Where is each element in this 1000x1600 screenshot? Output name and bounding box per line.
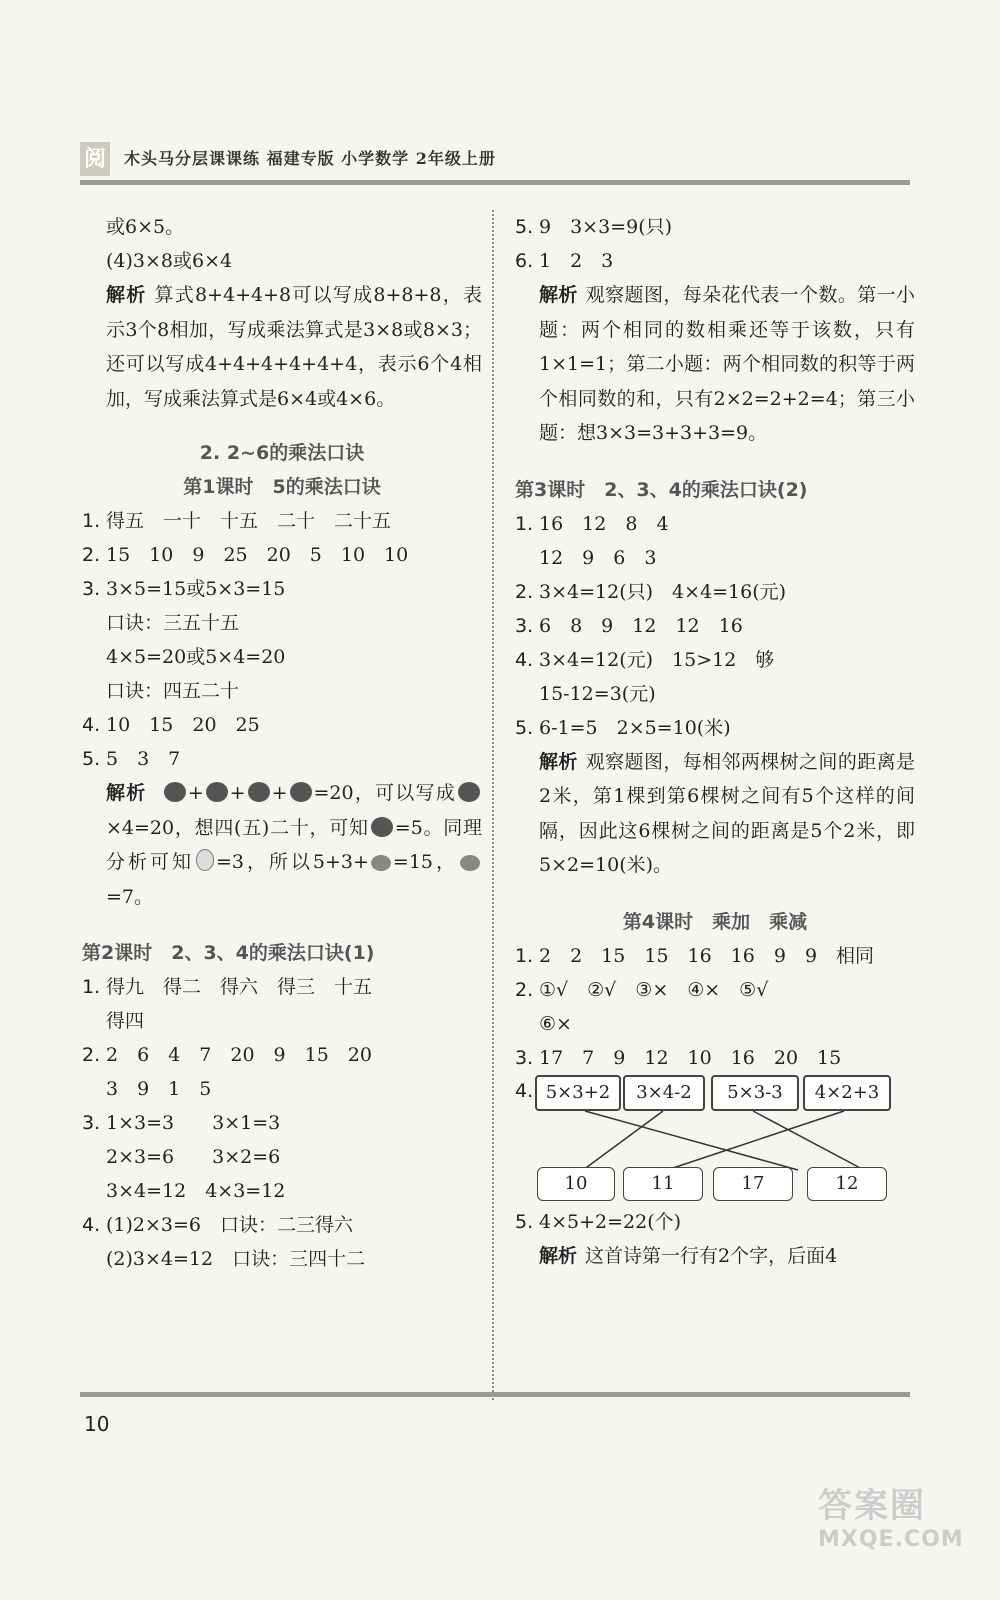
answer-line xyxy=(515,643,915,677)
explanation-label: 解析 xyxy=(106,284,147,306)
answer-text: 3×4=12(只) 4×4=16(元) xyxy=(539,580,787,603)
explanation xyxy=(515,1239,915,1274)
answer-number: 5. xyxy=(515,1210,534,1233)
answer-line xyxy=(82,1072,482,1106)
answer-number: 2. xyxy=(515,580,534,603)
lesson-title: 第3课时 2、3、4的乘法口诀(2) xyxy=(515,478,808,501)
answer-line xyxy=(515,1007,915,1041)
expression-box: 3×4-2 xyxy=(623,1075,705,1111)
explanation xyxy=(515,745,915,883)
apple-icon xyxy=(290,782,312,802)
answer-line xyxy=(515,210,915,244)
expression-box: 5×3-3 xyxy=(711,1075,799,1111)
expression-box: 5×3+2 xyxy=(535,1075,621,1111)
answer-number: 1. xyxy=(82,510,101,532)
answer-text: 4×5=20或5×4=20 xyxy=(106,646,286,668)
page-number: 10 xyxy=(84,1412,110,1436)
answer-number: 5. xyxy=(515,716,534,739)
explanation: 解析 + + + =20，可以写成×4=20，想四(五)二十，可知 =5。同理分析可知 =3，所以5+3+ =15，=7。 xyxy=(106,782,482,908)
left-column xyxy=(82,210,482,1276)
explanation-text: 这首诗第一行有2个字，后面4 xyxy=(585,1244,838,1267)
answer-line xyxy=(82,1106,482,1140)
answer-number: 2. xyxy=(82,1044,101,1066)
answer-line xyxy=(515,609,915,643)
answer-number: 3. xyxy=(515,1046,534,1069)
answer-text: 3×4=12(元) 15>12 够 xyxy=(539,648,775,671)
answer-line xyxy=(515,973,915,1007)
answer-number: 5. xyxy=(82,748,101,770)
explanation-text: 观察题图，每朵花代表一个数。第一小题：两个相同的数相乘还等于该数，只有1×1=1；第二小题：两个相同数的积等于两个相同数的和，只有2×2=2+2=4；第三小题：想3×3=3+3+3=9。 xyxy=(539,284,915,444)
answer-line xyxy=(82,1004,482,1038)
answer-number: 1. xyxy=(515,512,534,535)
spacer xyxy=(82,914,482,936)
answer-text: 2 6 4 7 20 9 15 20 xyxy=(106,1044,372,1066)
watermark-url: MXQE.COM xyxy=(818,1527,964,1552)
explanation-text: =3，所以5+3+ xyxy=(215,851,369,873)
text-line: (4)3×8或6×4 xyxy=(106,250,233,272)
spacer xyxy=(515,451,915,473)
explanation-label: 解析 xyxy=(539,750,578,773)
answer-text: 得四 xyxy=(106,1010,145,1032)
answer-box: 17 xyxy=(713,1167,793,1201)
apple-icon xyxy=(206,782,228,802)
answer-number: 4. xyxy=(82,1214,101,1236)
answer-text: 2×3=6 3×2=6 xyxy=(106,1146,281,1168)
answer-text: 9 3×3=9(只) xyxy=(539,216,673,238)
answer-text: 3 9 1 5 xyxy=(106,1078,212,1100)
explanation-label: 解析 xyxy=(539,1244,578,1267)
page-header xyxy=(80,140,910,188)
answer-text: ①√ ②√ ③× ④× ⑤√ xyxy=(539,978,769,1001)
answer-line xyxy=(82,538,482,572)
answer-line xyxy=(82,674,482,708)
header-rule xyxy=(80,180,910,185)
answer-text: 3×5=15或5×3=15 xyxy=(106,578,286,600)
lesson-title: 第2课时 2、3、4的乘法口诀(1) xyxy=(82,942,375,964)
answer-line xyxy=(82,1242,482,1276)
answer-line xyxy=(515,939,915,973)
answer-text: 得九 得二 得六 得三 十五 xyxy=(106,976,373,998)
answer-line xyxy=(82,708,482,742)
answer-text: 12 9 6 3 xyxy=(539,546,657,569)
answer-line xyxy=(82,742,482,776)
answer-line xyxy=(82,1174,482,1208)
answer-text: 口诀：四五二十 xyxy=(106,680,240,702)
answer-number: 6. xyxy=(515,250,534,272)
text-line: 或6×5。 xyxy=(106,216,185,238)
lesson-title: 第4课时 乘加 乘减 xyxy=(622,910,808,933)
answer-text: 1×3=3 3×1=3 xyxy=(106,1112,281,1134)
book-logo: 阅 xyxy=(80,142,110,176)
answer-box: 12 xyxy=(807,1167,887,1201)
answer-line xyxy=(515,244,915,278)
answer-number: 4. xyxy=(82,714,101,736)
answer-line xyxy=(515,711,915,745)
matching-diagram xyxy=(515,1075,915,1205)
answer-line xyxy=(82,1038,482,1072)
watermark-logo xyxy=(818,1478,964,1552)
explanation-label: 解析 xyxy=(106,782,147,804)
answer-line xyxy=(515,575,915,609)
match-line xyxy=(753,1111,864,1170)
answer-text: 5 3 7 xyxy=(106,748,181,770)
answer-number: 3. xyxy=(82,1112,101,1134)
explanation-text: ×4=20，想四(五)二十，可知 xyxy=(106,816,369,839)
explanation-text: =15， xyxy=(392,851,458,873)
answer-box: 11 xyxy=(623,1167,703,1201)
explanation-text: 观察题图，每相邻两棵树之间的距离是2米，第1棵到第6棵树之间有5个这样的间隔，因此这6棵树之间的距离是5个2米，即5×2=10(米)。 xyxy=(539,750,915,876)
answer-line xyxy=(82,640,482,674)
answer-number: 3. xyxy=(515,614,534,637)
strawberry-icon xyxy=(460,855,480,871)
answer-line xyxy=(515,1041,915,1075)
answer-number: 4. xyxy=(515,648,534,671)
explanation-label: 解析 xyxy=(539,284,578,306)
footer-rule xyxy=(80,1392,910,1397)
answer-line xyxy=(515,507,915,541)
pear-icon xyxy=(196,849,214,871)
answer-list xyxy=(515,939,915,1075)
apple-icon xyxy=(164,782,186,802)
answer-line xyxy=(515,1205,915,1239)
explanation-text: =7。 xyxy=(106,885,154,908)
answer-text: 口诀：三五十五 xyxy=(106,612,240,634)
answer-text: (2)3×4=12 口诀：三四十二 xyxy=(106,1248,366,1270)
answer-number: 1. xyxy=(515,944,534,967)
answer-number: 2. xyxy=(515,978,534,1001)
answer-text: 1 2 3 xyxy=(539,250,614,272)
match-line xyxy=(583,1111,663,1170)
answer-line xyxy=(82,606,482,640)
apple-icon xyxy=(458,782,480,802)
answer-text: 3×4=12 4×3=12 xyxy=(106,1180,286,1202)
answer-text: 17 7 9 12 10 16 20 15 xyxy=(539,1046,842,1069)
explanation-text: =20，可以写成 xyxy=(313,782,456,804)
watermark-text: 答案圈 xyxy=(818,1486,926,1526)
answer-text: 15-12=3(元) xyxy=(539,682,656,705)
answer-text: (1)2×3=6 口诀：二三得六 xyxy=(106,1214,354,1236)
answer-text: 10 15 20 25 xyxy=(106,714,260,736)
lesson-title: 第1课时 5的乘法口诀 xyxy=(183,476,381,498)
apple-icon xyxy=(371,817,393,837)
section-title: 2. 2~6的乘法口诀 xyxy=(199,442,365,464)
answer-number: 3. xyxy=(82,578,101,600)
answer-list xyxy=(82,970,482,1276)
answer-line xyxy=(82,1140,482,1174)
answer-text: 15 10 9 25 20 5 10 10 xyxy=(106,544,409,566)
answer-line xyxy=(82,572,482,606)
answer-text: 6 8 9 12 12 16 xyxy=(539,614,743,637)
answer-line xyxy=(82,504,482,538)
answer-number: 2. xyxy=(82,544,101,566)
answer-line xyxy=(82,970,482,1004)
answer-line xyxy=(515,541,915,575)
header-title: 木头马分层课课练 福建专版 小学数学 2年级上册 xyxy=(124,149,496,168)
answer-line xyxy=(82,1208,482,1242)
spacer xyxy=(515,883,915,905)
answer-text: 6-1=5 2×5=10(米) xyxy=(539,716,731,739)
answer-text: 2 2 15 15 16 16 9 9 相同 xyxy=(539,944,875,967)
answer-text: ⑥× xyxy=(539,1012,572,1035)
explanation xyxy=(515,278,915,451)
explanation-text: =5。同理分析可知 xyxy=(106,816,482,873)
right-column xyxy=(515,210,915,1273)
expression-box: 4×2+3 xyxy=(803,1075,891,1111)
answer-number: 1. xyxy=(82,976,101,998)
answer-text: 16 12 8 4 xyxy=(539,512,669,535)
answer-text: 得五 一十 十五 二十 二十五 xyxy=(106,510,392,532)
apple-icon xyxy=(248,782,270,802)
answer-number: 5. xyxy=(515,216,534,238)
answer-list xyxy=(515,507,915,745)
answer-box: 10 xyxy=(537,1167,615,1201)
explanation-text: 算式8+4+4+8可以写成8+8+8，表示3个8相加，写成乘法算式是3×8或8×3；还可以写成4+4+4+4+4+4，表示6个4相加，写成乘法算式是6×4或4×6。 xyxy=(106,284,482,410)
column-divider xyxy=(492,210,494,1400)
answer-text: 4×5+2=22(个) xyxy=(539,1210,682,1233)
answer-line xyxy=(515,677,915,711)
answer-number: 4. xyxy=(515,1079,534,1102)
answer-list xyxy=(82,504,482,776)
explanation xyxy=(82,278,482,416)
strawberry-icon xyxy=(371,855,391,871)
